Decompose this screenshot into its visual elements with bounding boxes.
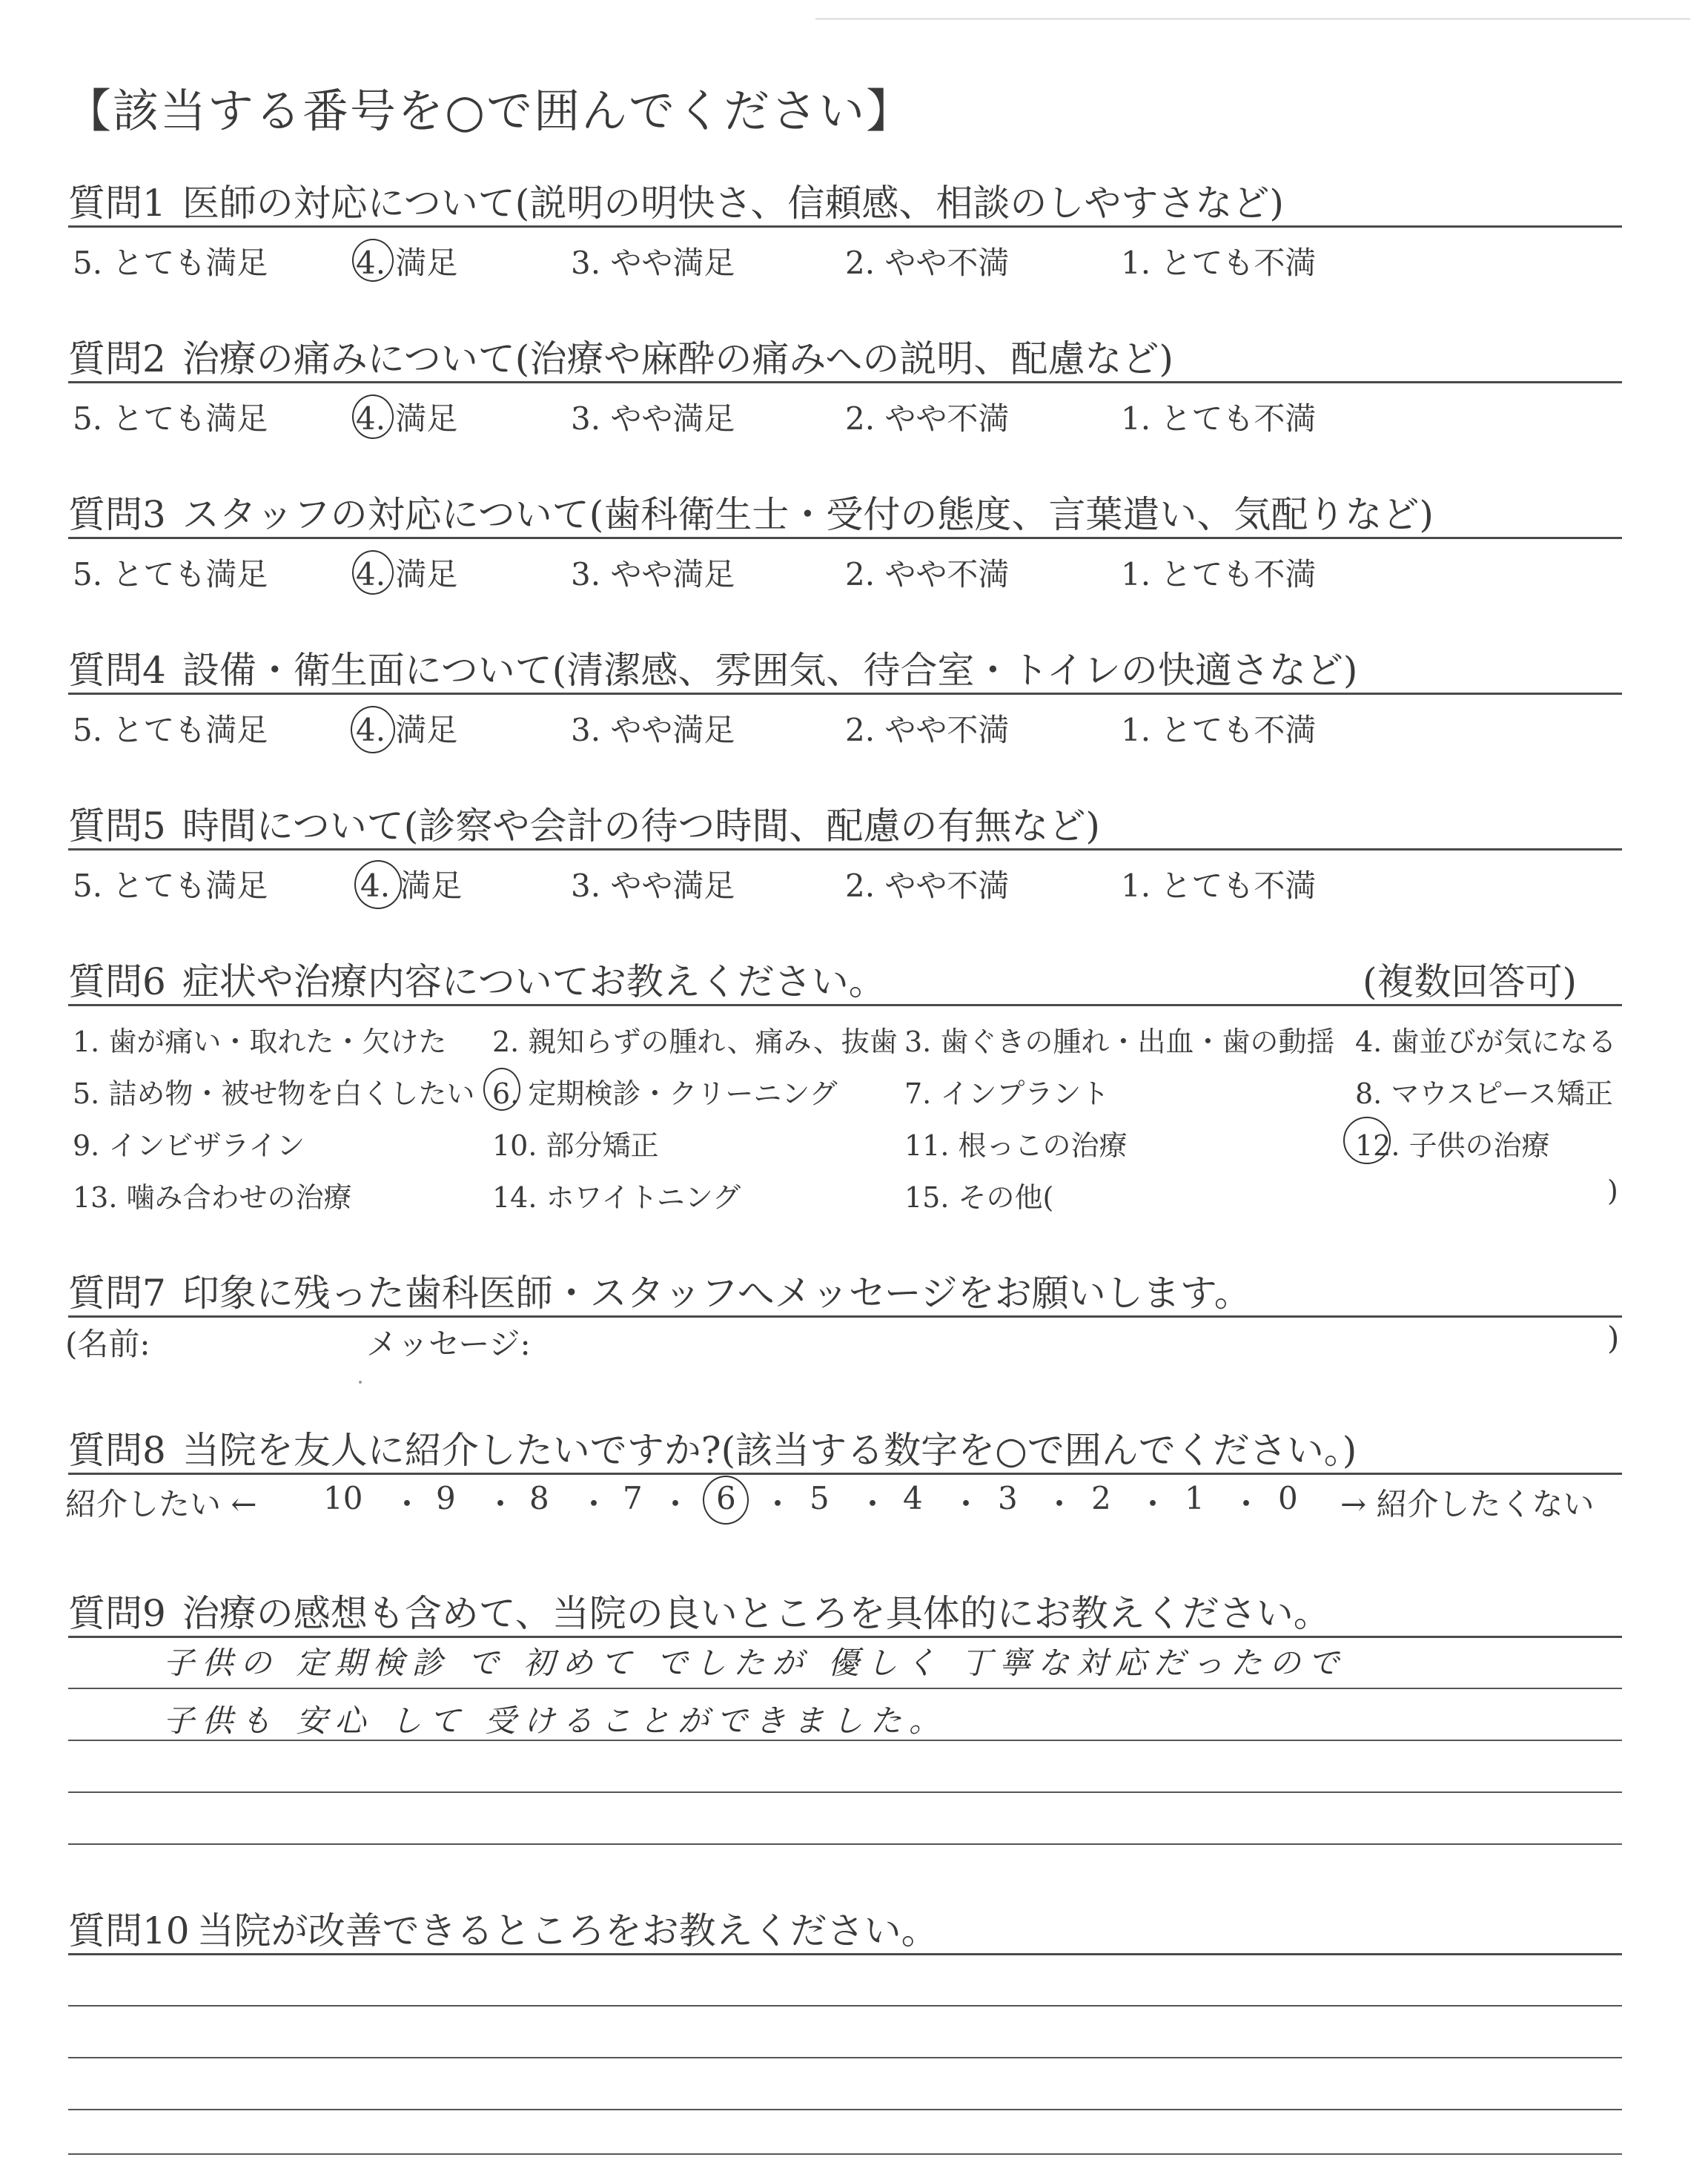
question-rule — [68, 537, 1622, 539]
rating-option-3[interactable]: 3. やや満足 — [571, 245, 735, 281]
symptom-option-14[interactable]: 14. ホワイトニング — [492, 1181, 741, 1214]
message-close-paren: ) — [1607, 1320, 1620, 1356]
scan-edge — [815, 18, 1690, 20]
rating-option-5[interactable]: 5. とても満足 — [73, 556, 268, 592]
rating-option-2[interactable]: 2. やや不満 — [845, 868, 1010, 904]
scale-separator: ・ — [950, 1486, 982, 1522]
rating-option-4[interactable]: 4. 満足 — [356, 245, 458, 281]
question-rule — [68, 381, 1622, 383]
rating-option-1[interactable]: 1. とても不満 — [1121, 556, 1317, 592]
symptom-option-10[interactable]: 10. 部分矯正 — [492, 1129, 659, 1162]
scale-separator: ・ — [857, 1486, 889, 1522]
symptom-option-15[interactable]: 15. その他( — [904, 1181, 1054, 1214]
scale-3[interactable]: 3 — [998, 1480, 1018, 1516]
scale-1[interactable]: 1 — [1185, 1480, 1205, 1516]
question-9 — [68, 1584, 1331, 1637]
question-rule — [68, 693, 1622, 695]
question-text: 印象に残った歯科医師・スタッフへメッセージをお願いします。 — [182, 1272, 1251, 1315]
selection-circle — [352, 394, 394, 439]
question-text: 治療の痛みについて(治療や麻酔の痛みへの説明、配慮など) — [182, 337, 1174, 380]
rating-option-2[interactable]: 2. やや不満 — [845, 712, 1010, 748]
answer-line — [68, 1740, 1622, 1741]
symptom-option-11[interactable]: 11. 根っこの治療 — [904, 1129, 1128, 1162]
answer-line — [68, 2005, 1622, 2007]
rating-option-2[interactable]: 2. やや不満 — [845, 556, 1010, 592]
rating-option-2[interactable]: 2. やや不満 — [845, 400, 1010, 437]
rating-option-5[interactable]: 5. とても満足 — [73, 400, 268, 437]
question-text: 症状や治療内容についてお教えください。 — [182, 960, 886, 1003]
scale-6[interactable]: 6 — [716, 1480, 736, 1516]
answer-line — [68, 1791, 1622, 1793]
question-8 — [68, 1421, 1357, 1474]
scale-separator: ・ — [1137, 1486, 1169, 1522]
symptom-option-4[interactable]: 4. 歯並びが気になる — [1355, 1025, 1617, 1058]
scan-speck — [359, 1381, 362, 1384]
question-text: 設備・衛生面について(清潔感、雰囲気、待合室・トイレの快適さなど) — [182, 649, 1358, 692]
rating-option-4[interactable]: 4. 満足 — [356, 712, 458, 748]
scale-separator: ・ — [485, 1486, 517, 1522]
symptom-option-3[interactable]: 3. 歯ぐきの腫れ・出血・歯の動揺 — [904, 1025, 1335, 1058]
question-number: 質問4 — [68, 649, 166, 692]
rating-option-3[interactable]: 3. やや満足 — [571, 400, 735, 437]
selection-circle — [352, 550, 394, 595]
scale-10[interactable]: 10 — [323, 1480, 363, 1516]
question-rule — [68, 1473, 1622, 1475]
question-text: 当院を友人に紹介したいですか?(該当する数字を○で囲んでください。) — [182, 1429, 1357, 1472]
question-number: 質問6 — [68, 960, 166, 1003]
name-field-label[interactable]: (名前: — [65, 1326, 150, 1362]
rating-option-1[interactable]: 1. とても不満 — [1121, 712, 1317, 748]
scale-5[interactable]: 5 — [810, 1480, 830, 1516]
rating-option-3[interactable]: 3. やや満足 — [571, 556, 735, 592]
question-number: 質問2 — [68, 337, 166, 380]
recommend-left-label: 紹介したい ← — [65, 1486, 257, 1522]
question-rule — [68, 225, 1622, 228]
question-number: 質問5 — [68, 805, 166, 848]
question-1 — [68, 174, 1284, 227]
rating-option-5[interactable]: 5. とても満足 — [73, 245, 268, 281]
scale-separator: ・ — [391, 1486, 423, 1522]
question-2 — [68, 329, 1174, 383]
answer-line — [68, 1688, 1622, 1689]
page-title: 【該当する番号を○で囲んでください】 — [65, 84, 914, 138]
rating-option-4[interactable]: 4. 満足 — [356, 556, 458, 592]
question-text: 治療の感想も含めて、当院の良いところを具体的にお教えください。 — [182, 1592, 1331, 1635]
selection-circle — [703, 1476, 749, 1525]
question-number: 質問3 — [68, 493, 166, 536]
rating-option-2[interactable]: 2. やや不満 — [845, 245, 1010, 281]
rating-option-5[interactable]: 5. とても満足 — [73, 712, 268, 748]
selection-circle — [352, 239, 394, 282]
symptom-option-5[interactable]: 5. 詰め物・被せ物を白くしたい — [73, 1077, 475, 1110]
question-rule — [68, 1636, 1622, 1638]
symptom-option-9[interactable]: 9. インビザライン — [73, 1129, 305, 1162]
answer-line — [68, 1843, 1622, 1845]
question-number: 質問1 — [68, 182, 166, 225]
rating-option-1[interactable]: 1. とても不満 — [1121, 868, 1317, 904]
recommend-right-label: → 紹介したくない — [1340, 1486, 1595, 1522]
handwritten-answer-line-1: 子供の 定期検診 で 初めて でしたが 優しく 丁寧な対応だったので — [163, 1645, 1347, 1681]
question-10 — [68, 1901, 939, 1955]
symptom-option-13[interactable]: 13. 噛み合わせの治療 — [73, 1181, 352, 1214]
question-text: スタッフの対応について(歯科衛生士・受付の態度、言葉遣い、気配りなど) — [182, 493, 1434, 536]
scale-separator: ・ — [578, 1486, 610, 1522]
question-4 — [68, 641, 1357, 694]
scale-0[interactable]: 0 — [1278, 1480, 1298, 1516]
message-field-label[interactable]: メッセージ: — [366, 1326, 531, 1362]
scale-separator: ・ — [660, 1486, 692, 1522]
symptom-option-6[interactable]: 6. 定期検診・クリーニング — [492, 1077, 838, 1110]
scale-separator: ・ — [762, 1486, 794, 1522]
selection-circle — [351, 706, 395, 753]
symptom-option-12[interactable]: 12. 子供の治療 — [1355, 1129, 1550, 1162]
scale-separator: ・ — [1231, 1486, 1262, 1522]
rating-option-3[interactable]: 3. やや満足 — [571, 868, 735, 904]
rating-option-4[interactable]: 4. 満足 — [356, 400, 458, 437]
question-text: 当院が改善できるところをお教えください。 — [196, 1909, 939, 1952]
selection-circle — [1343, 1117, 1391, 1164]
rating-option-3[interactable]: 3. やや満足 — [571, 712, 735, 748]
answer-line — [68, 2153, 1622, 2155]
question-number: 質問10 — [68, 1909, 190, 1952]
symptom-option-1[interactable]: 1. 歯が痛い・取れた・欠けた — [73, 1025, 447, 1058]
rating-option-1[interactable]: 1. とても不満 — [1121, 245, 1317, 281]
question-rule — [68, 1953, 1622, 1955]
scale-4[interactable]: 4 — [903, 1480, 923, 1516]
question-6 — [68, 952, 886, 1005]
question-5 — [68, 796, 1100, 850]
question-rule — [68, 848, 1622, 851]
question-number: 質問9 — [68, 1592, 166, 1635]
scale-separator: ・ — [1044, 1486, 1076, 1522]
scale-8[interactable]: 8 — [529, 1480, 549, 1516]
symptom-option-7[interactable]: 7. インプラント — [904, 1077, 1110, 1110]
question-rule — [68, 1004, 1622, 1006]
symptom-option-2[interactable]: 2. 親知らずの腫れ、痛み、抜歯 — [492, 1025, 898, 1058]
other-close-paren: ) — [1607, 1175, 1618, 1207]
question-7 — [68, 1264, 1251, 1317]
scale-9[interactable]: 9 — [436, 1480, 456, 1516]
rating-option-5[interactable]: 5. とても満足 — [73, 868, 268, 904]
scale-7[interactable]: 7 — [623, 1480, 643, 1516]
question-rule — [68, 1315, 1622, 1318]
rating-option-1[interactable]: 1. とても不満 — [1121, 400, 1317, 437]
answer-line — [68, 2057, 1622, 2058]
answer-line — [68, 2109, 1622, 2110]
multiple-answer-note: (複数回答可) — [1363, 960, 1578, 1003]
question-text: 医師の対応について(説明の明快さ、信頼感、相談のしやすさなど) — [182, 182, 1284, 225]
symptom-option-8[interactable]: 8. マウスピース矯正 — [1355, 1077, 1613, 1110]
scale-2[interactable]: 2 — [1091, 1480, 1111, 1516]
selection-circle — [483, 1068, 520, 1111]
selection-circle — [354, 860, 402, 909]
question-text: 時間について(診察や会計の待つ時間、配慮の有無など) — [182, 805, 1100, 848]
rating-option-4[interactable]: 4. 満足 — [360, 868, 463, 904]
question-number: 質問8 — [68, 1429, 166, 1472]
question-3 — [68, 485, 1434, 538]
question-number: 質問7 — [68, 1272, 166, 1315]
handwritten-answer-line-2: 子供も 安心 して 受けることができました。 — [163, 1702, 948, 1739]
